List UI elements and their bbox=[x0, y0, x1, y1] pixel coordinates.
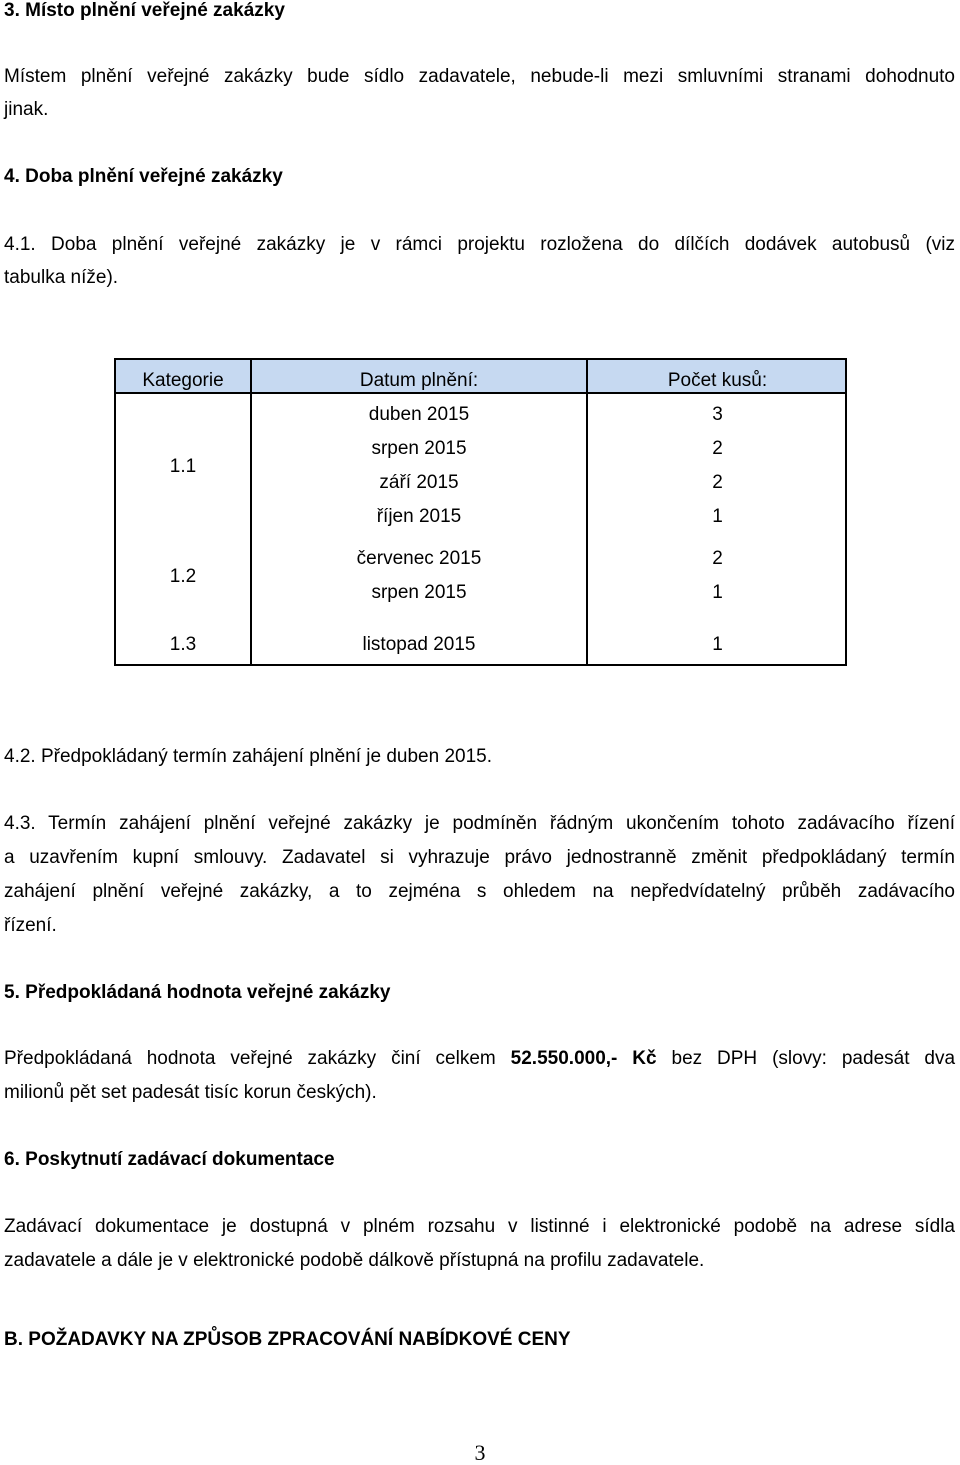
date-cell: září 2015 bbox=[379, 472, 459, 493]
section-6-number: 6. bbox=[4, 1149, 20, 1170]
date-cell: červenec 2015 bbox=[356, 548, 482, 569]
count-cell: 2 bbox=[712, 548, 723, 569]
section-5-heading bbox=[4, 982, 391, 1004]
header-count: Počet kusů: bbox=[667, 370, 768, 391]
section-6-heading bbox=[4, 1149, 335, 1171]
count-cell: 1 bbox=[712, 634, 723, 655]
paragraph-4-3-line-1: 4.3. Termín zahájení plnění veřejné zakázky je podmíněn řádným ukončením tohoto zadávacího řízení bbox=[4, 813, 955, 834]
count-cell: 2 bbox=[712, 438, 723, 459]
section-6-title: Poskytnutí zadávací dokumentace bbox=[25, 1149, 335, 1170]
paragraph-4-3-line-3: zahájení plnění veřejné zakázky, a to zejména s ohledem na nepředvídatelný průběh zadávacího bbox=[4, 881, 955, 902]
section-6-text-line-1: Zadávací dokumentace je dostupná v plném rozsahu v listinné i elektronické podobě na adrese sídla bbox=[4, 1216, 955, 1237]
count-cell: 1 bbox=[712, 506, 723, 527]
delivery-schedule-table bbox=[114, 358, 847, 666]
section-5-text-line-1 bbox=[4, 1048, 955, 1070]
section-4-heading: 4. Doba plnění veřejné zakázky bbox=[4, 166, 283, 187]
count-cell: 3 bbox=[712, 404, 723, 425]
page-number: 3 bbox=[474, 1440, 486, 1465]
paragraph-4-1-line-1: 4.1. Doba plnění veřejné zakázky je v rámci projektu rozložena do dílčích dodávek autobusů (viz bbox=[4, 234, 955, 255]
header-category: Kategorie bbox=[142, 370, 224, 391]
paragraph-4-1-line-2: tabulka níže). bbox=[4, 267, 119, 288]
section-b-heading: B. POŽADAVKY NA ZPŮSOB ZPRACOVÁNÍ NABÍDKOVÉ CENY bbox=[4, 1329, 571, 1350]
date-cell: říjen 2015 bbox=[376, 506, 462, 527]
date-cell: duben 2015 bbox=[368, 404, 470, 425]
date-cell: srpen 2015 bbox=[371, 582, 467, 603]
count-cell: 2 bbox=[712, 472, 723, 493]
section-5-text-line-2: milionů pět set padesát tisíc korun českých). bbox=[4, 1082, 377, 1103]
category-cell: 1.2 bbox=[169, 566, 197, 587]
date-cell: srpen 2015 bbox=[371, 438, 467, 459]
section-3-heading: 3. Místo plnění veřejné zakázky bbox=[4, 0, 285, 21]
section-6-text-line-2: zadavatele a dále je v elektronické podobě dálkově přístupná na profilu zadavatele. bbox=[4, 1250, 705, 1271]
estimated-value-amount: 52.550.000,- Kč bbox=[510, 1048, 657, 1069]
section-3-text-line-2: jinak. bbox=[4, 99, 49, 120]
category-cell: 1.3 bbox=[169, 634, 197, 655]
date-cell: listopad 2015 bbox=[362, 634, 476, 655]
category-cell: 1.1 bbox=[169, 456, 197, 477]
section-5-number: 5. bbox=[4, 982, 20, 1003]
count-cell: 1 bbox=[712, 582, 723, 603]
header-date: Datum plnění: bbox=[359, 370, 479, 391]
paragraph-4-3-line-4: řízení. bbox=[4, 915, 57, 936]
section-5-title: Předpokládaná hodnota veřejné zakázky bbox=[25, 982, 391, 1003]
section-3-text-line-1: Místem plnění veřejné zakázky bude sídlo zadavatele, nebude-li mezi smluvními stranami dohodnuto bbox=[4, 66, 955, 87]
paragraph-4-3-line-2: a uzavřením kupní smlouvy. Zadavatel si vyhrazuje právo jednostranně změnit předpokládaný termín bbox=[4, 847, 955, 868]
value-text-pre: Předpokládaná hodnota veřejné zakázky činí celkem bbox=[4, 1048, 496, 1069]
value-text-post: bez DPH (slovy: padesát dva bbox=[671, 1048, 956, 1069]
paragraph-4-2: 4.2. Předpokládaný termín zahájení plnění je duben 2015. bbox=[4, 746, 493, 767]
